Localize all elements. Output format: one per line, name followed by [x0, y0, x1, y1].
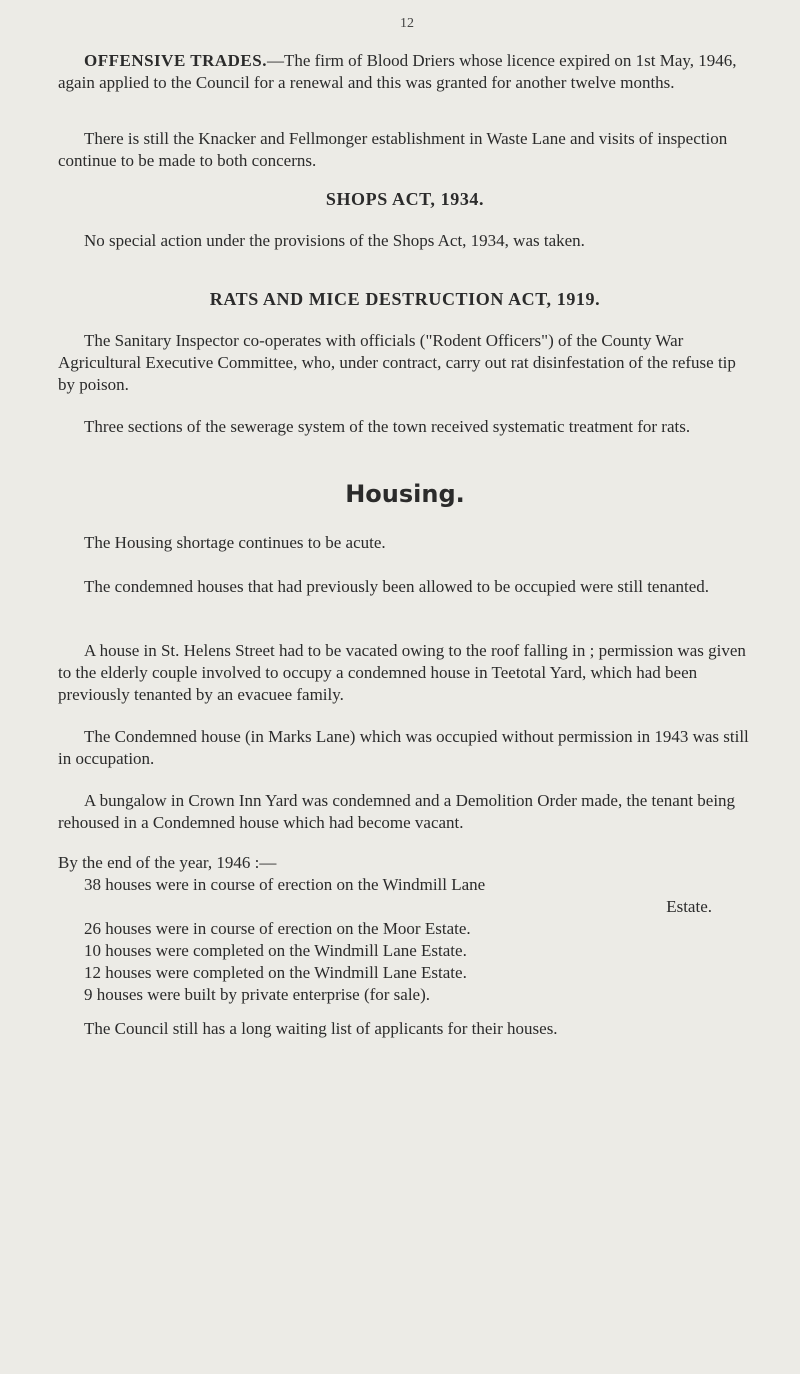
housing-paragraph-1: The Housing shortage continues to be acute.: [84, 533, 386, 552]
rats-act-paragraph-1: The Sanitary Inspector co-operates with officials ("Rodent Officers") of the County War Agricultural Executive Committee, who, under contract, carry out rat disinfestation of the refuse tip by poison.: [58, 331, 736, 394]
housing-paragraph-5: A bungalow in Crown Inn Yard was condemned and a Demolition Order made, the tenant being rehoused in a Condemned house which had become vacant.: [58, 791, 736, 832]
housing-list: [58, 874, 752, 1006]
housing-paragraph-3: A house in St. Helens Street had to be vacated owing to the roof falling in ; permission was given to the elderly couple involved to occupy a condemned house in Teetotal Yard, which had been previously tenanted by an evacuee family.: [58, 641, 746, 704]
list-item: 10 houses were completed on the Windmill Lane Estate.: [84, 941, 467, 960]
offensive-trades-heading: OFFENSIVE TRADES.: [84, 51, 267, 70]
list-item: 26 houses were in course of erection on the Moor Estate.: [84, 919, 471, 938]
list-item: 38 houses were in course of erection on the Windmill Lane: [84, 875, 486, 894]
page-number: 12: [400, 16, 414, 31]
list-item-continuation: Estate.: [666, 897, 712, 916]
housing-paragraph-2: The condemned houses that had previously been allowed to be occupied were still tenanted.: [84, 577, 710, 596]
closing-paragraph: The Council still has a long waiting list of applicants for their houses.: [84, 1019, 558, 1038]
shops-act-title: SHOPS ACT, 1934.: [325, 189, 485, 209]
list-item: 12 houses were completed on the Windmill Lane Estate.: [84, 963, 467, 982]
rats-act-title: RATS AND MICE DESTRUCTION ACT, 1919.: [209, 289, 601, 309]
housing-paragraph-4: The Condemned house (in Marks Lane) which was occupied without permission in 1943 was still in occupation.: [58, 727, 749, 768]
offensive-trades-paragraph: [58, 50, 752, 94]
knacker-paragraph: There is still the Knacker and Fellmonger establishment in Waste Lane and visits of inspection continue to be made to both concerns.: [58, 129, 728, 170]
housing-title: Housing.: [345, 480, 465, 508]
year-intro: By the end of the year, 1946 :—: [58, 853, 277, 872]
rats-act-paragraph-2: Three sections of the sewerage system of the town received systematic treatment for rats.: [84, 417, 691, 436]
shops-act-paragraph: No special action under the provisions of the Shops Act, 1934, was taken.: [84, 231, 585, 250]
offensive-trades-text: —The firm of Blood Driers whose licence expired on 1st May, 1946, again applied to the Council for a renewal and this was granted for another twelve months.: [58, 51, 737, 92]
list-item: 9 houses were built by private enterprise (for sale).: [84, 985, 431, 1004]
